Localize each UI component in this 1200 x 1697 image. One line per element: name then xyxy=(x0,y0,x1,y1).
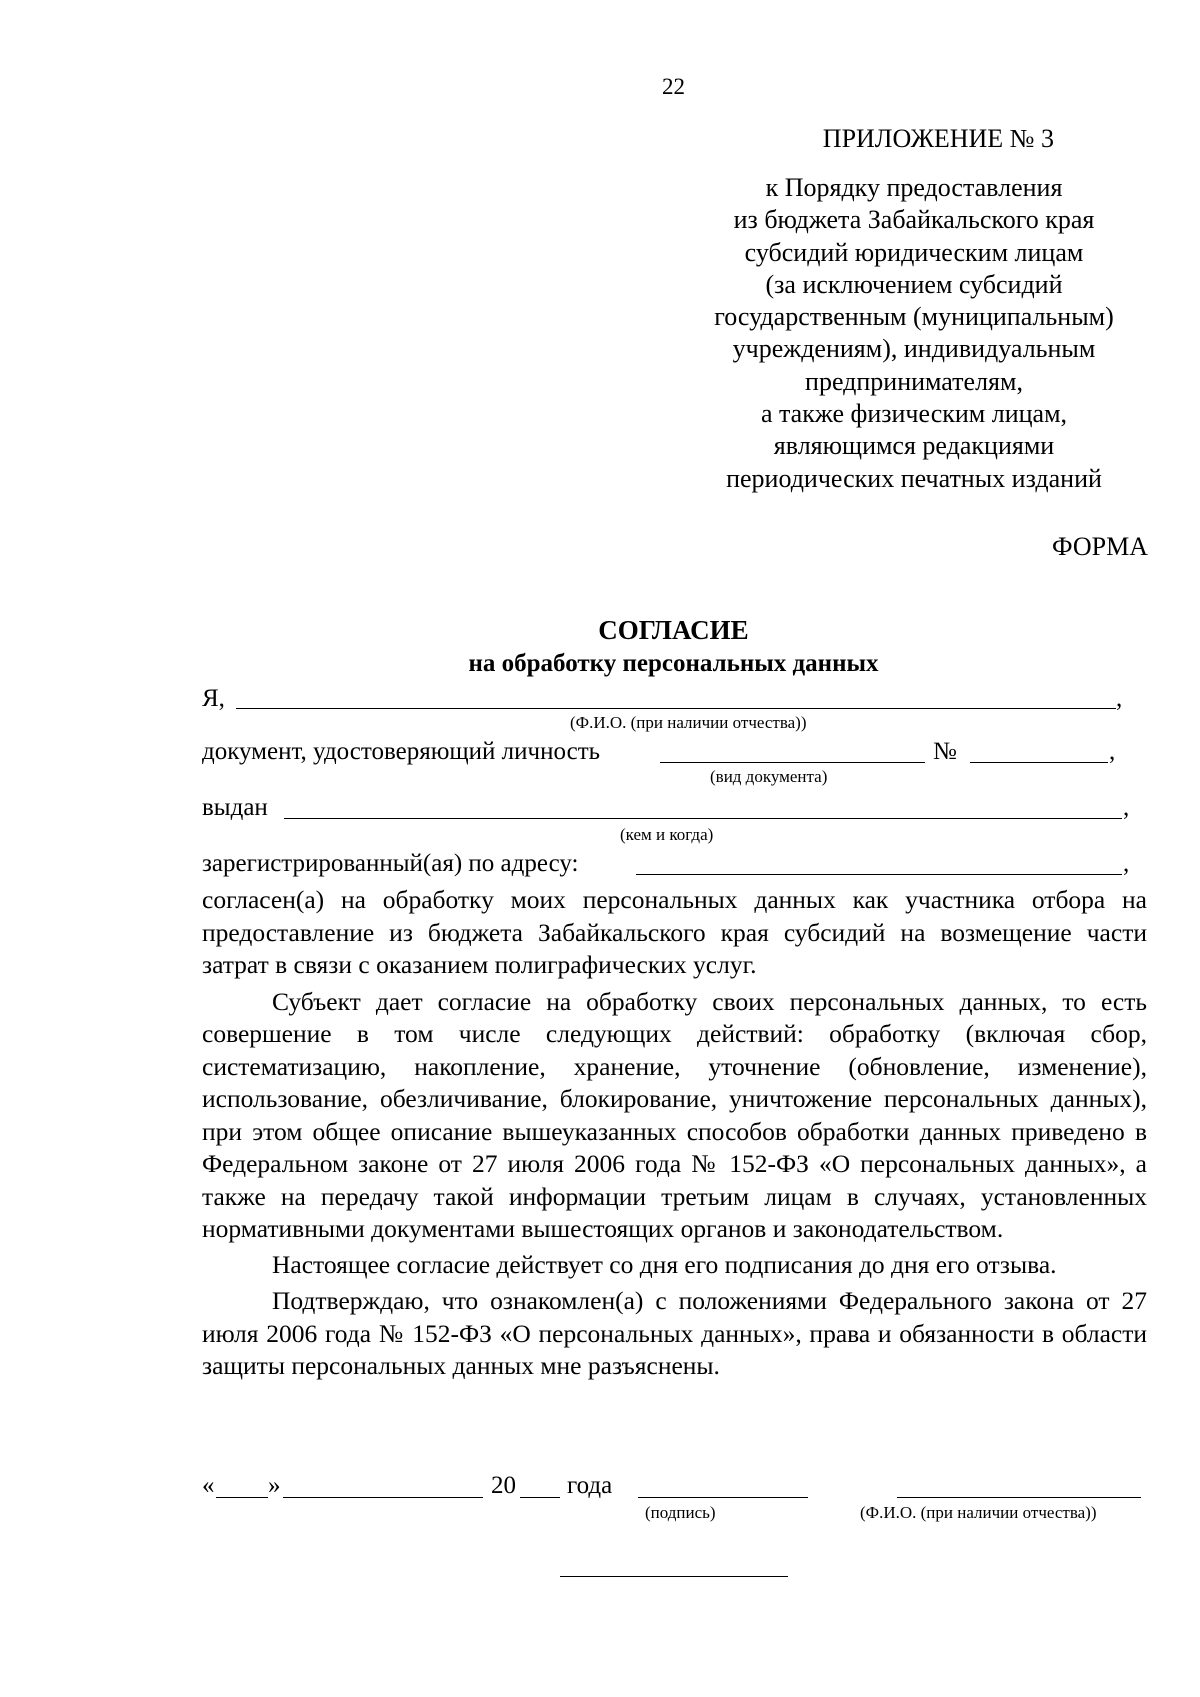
document-number-input-line[interactable] xyxy=(970,762,1108,763)
appendix-reference-line: (за исключением субсидий xyxy=(765,269,1063,299)
appendix-reference-line: учреждениям), индивидуальным xyxy=(732,334,1096,364)
document-title: СОГЛАСИЕ xyxy=(598,615,749,645)
issued-by-input-line[interactable] xyxy=(284,818,1122,819)
form-label: ФОРМА xyxy=(1052,532,1148,561)
subject-paragraph: Субъект дает согласие на обработку своих персональных данных, то есть совершение в том числе следующих действий: обработку (включая сбор, систематизацию, накопление, хранение, уточнение (обновление, изменение), использование, обезличивание, блокирование, уничтожение персональных данных), при этом общее описание вышеуказанных способов обработки данных приведено в Федеральном законе от 27 июля 2006 года № 152-ФЗ «О персональных данных», а также на передачу такой информации третьим лицам в случаях, установленных нормативными документами вышестоящих органов и законодательством. xyxy=(202,986,1147,1243)
date-month-input-line[interactable] xyxy=(283,1497,483,1498)
appendix-reference xyxy=(680,172,1148,495)
appendix-reference-line: к Порядку предоставления xyxy=(765,173,1063,202)
date-day-input-line[interactable] xyxy=(216,1497,268,1498)
date-quote-close: » xyxy=(268,1472,281,1499)
validity-paragraph: Настоящее согласие действует со дня его подписания до дня его отзыва. xyxy=(272,1249,1057,1279)
comma: , xyxy=(1123,794,1130,821)
appendix-reference-line: из бюджета Забайкальского края xyxy=(733,205,1095,235)
fio-hint: (Ф.И.О. (при наличии отчества)) xyxy=(570,713,807,732)
signer-fio-hint: (Ф.И.О. (при наличии отчества)) xyxy=(860,1503,1097,1522)
name-input-line[interactable] xyxy=(236,708,1116,709)
closing-divider xyxy=(560,1576,788,1577)
confirm-paragraph: Подтверждаю, что ознакомлен(а) с положениями Федерального закона от 27 июля 2006 года № 152-ФЗ «О персональных данных», права и обязанности в области защиты персональных данных мне разъяснены. xyxy=(202,1286,1147,1380)
issued-hint: (кем и когда) xyxy=(620,825,714,844)
date-year-input-line[interactable] xyxy=(520,1497,560,1498)
appendix-reference-line: государственным (муниципальным) xyxy=(714,302,1114,332)
comma: , xyxy=(1116,685,1123,712)
id-document-label: документ, удостоверяющий личность xyxy=(202,738,601,765)
page-number: 22 xyxy=(662,74,685,99)
document-subtitle: на обработку персональных данных xyxy=(468,650,879,677)
date-quote-open: « xyxy=(202,1472,215,1499)
year-prefix: 20 xyxy=(491,1472,516,1499)
comma: , xyxy=(1109,738,1116,765)
issued-label: выдан xyxy=(202,794,268,821)
name-label: Я, xyxy=(202,685,225,712)
address-label: зарегистрированный(ая) по адресу: xyxy=(202,850,579,877)
document-type-input-line[interactable] xyxy=(660,762,925,763)
appendix-reference-line: предпринимателям, xyxy=(805,366,1023,396)
appendix-reference-line: а также физическим лицам, xyxy=(760,399,1068,429)
signature-input-line[interactable] xyxy=(638,1497,808,1498)
appendix-reference-line: являющимся редакциями xyxy=(773,431,1055,461)
consent-paragraph: согласен(а) на обработку моих персональных данных как участника отбора на предоставление из бюджета Забайкальского края субсидий на возмещение части затрат в связи с оказанием полиграфических услуг. xyxy=(202,885,1147,979)
appendix-title: ПРИЛОЖЕНИЕ № 3 xyxy=(822,124,1054,153)
signer-fio-input-line[interactable] xyxy=(897,1497,1141,1498)
appendix-reference-line: субсидий юридическим лицам xyxy=(744,237,1084,267)
comma: , xyxy=(1123,850,1130,877)
address-input-line[interactable] xyxy=(636,874,1122,875)
year-suffix: года xyxy=(567,1472,613,1499)
document-type-hint: (вид документа) xyxy=(710,767,828,786)
number-sign: № xyxy=(933,738,957,765)
consent-body xyxy=(202,884,1147,1383)
signature-hint: (подпись) xyxy=(645,1503,716,1522)
appendix-reference-line: периодических печатных изданий xyxy=(726,463,1102,493)
